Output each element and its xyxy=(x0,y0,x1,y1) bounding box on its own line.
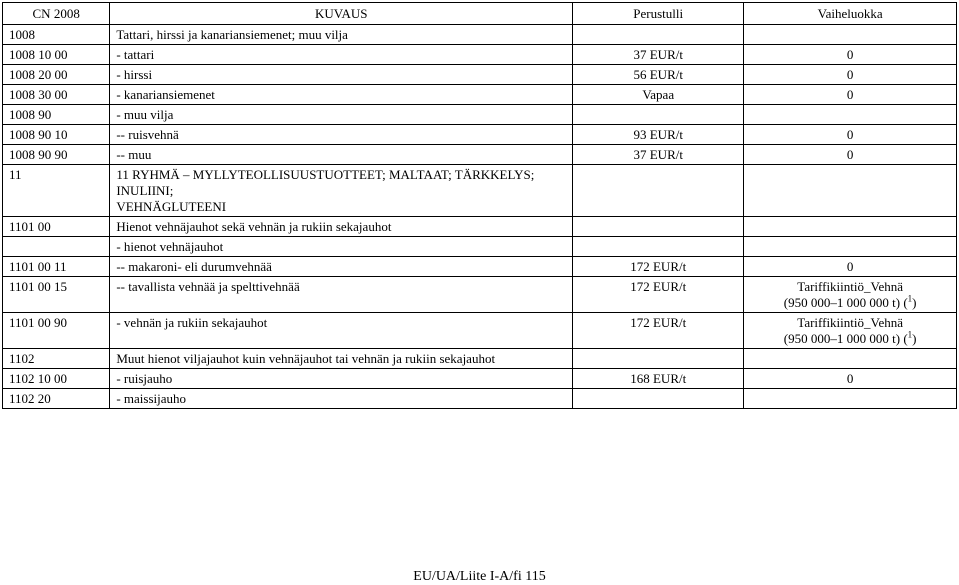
staging-category xyxy=(744,313,957,349)
table-row xyxy=(3,217,957,237)
staging-category: 0 xyxy=(744,125,957,145)
staging-quota-volume xyxy=(750,331,950,347)
cn-code: 1008 90 xyxy=(3,105,110,125)
description xyxy=(110,165,573,217)
base-duty: Vapaa xyxy=(573,85,744,105)
description: Muut hienot viljajauhot kuin vehnäjauhot tai vehnän ja rukiin sekajauhot xyxy=(110,349,573,369)
base-duty: 93 EUR/t xyxy=(573,125,744,145)
staging-quota-name: Tariffikiintiö_Vehnä xyxy=(797,315,903,330)
description: - kanariansiemenet xyxy=(110,85,573,105)
header-description: KUVAUS xyxy=(110,3,573,25)
staging-category xyxy=(744,165,957,217)
cn-code: 1008 30 00 xyxy=(3,85,110,105)
description: - hirssi xyxy=(110,65,573,85)
header-base-duty: Perustulli xyxy=(573,3,744,25)
cn-code: 1008 20 00 xyxy=(3,65,110,85)
base-duty: 172 EUR/t xyxy=(573,257,744,277)
base-duty: 172 EUR/t xyxy=(573,313,744,349)
cn-code: 1008 xyxy=(3,25,110,45)
base-duty: 168 EUR/t xyxy=(573,369,744,389)
base-duty xyxy=(573,165,744,217)
table-row xyxy=(3,389,957,409)
table-row xyxy=(3,257,957,277)
base-duty: 56 EUR/t xyxy=(573,65,744,85)
cn-code: 1101 00 90 xyxy=(3,313,110,349)
description: - hienot vehnäjauhot xyxy=(110,237,573,257)
description: - tattari xyxy=(110,45,573,65)
description-line-2: VEHNÄGLUTEENI xyxy=(116,199,227,214)
description: Tattari, hirssi ja kanariansiemenet; muu vilja xyxy=(110,25,573,45)
table-row xyxy=(3,237,957,257)
table-row xyxy=(3,369,957,389)
footnote-ref: 1 xyxy=(907,329,913,340)
table-row xyxy=(3,25,957,45)
staging-category xyxy=(744,349,957,369)
base-duty xyxy=(573,349,744,369)
staging-category: 0 xyxy=(744,257,957,277)
table-row xyxy=(3,85,957,105)
table-row xyxy=(3,145,957,165)
description: Hienot vehnäjauhot sekä vehnän ja rukiin sekajauhot xyxy=(110,217,573,237)
tariff-table xyxy=(2,2,957,409)
cn-code xyxy=(3,237,110,257)
base-duty xyxy=(573,217,744,237)
footnote-ref: 1 xyxy=(907,293,913,304)
table-row xyxy=(3,105,957,125)
base-duty: 37 EUR/t xyxy=(573,45,744,65)
quota-volume-close: ) xyxy=(912,295,917,310)
description: -- ruisvehnä xyxy=(110,125,573,145)
cn-code: 1101 00 15 xyxy=(3,277,110,313)
staging-category xyxy=(744,389,957,409)
staging-category xyxy=(744,237,957,257)
cn-code: 1101 00 11 xyxy=(3,257,110,277)
description: - muu vilja xyxy=(110,105,573,125)
description: -- tavallista vehnää ja spelttivehnää xyxy=(110,277,573,313)
table-row xyxy=(3,313,957,349)
table-row xyxy=(3,349,957,369)
description: -- muu xyxy=(110,145,573,165)
table-row xyxy=(3,45,957,65)
staging-category: 0 xyxy=(744,65,957,85)
base-duty xyxy=(573,105,744,125)
description-line-1: 11 RYHMÄ – MYLLYTEOLLISUUSTUOTTEET; MALTAAT; TÄRKKELYS; INULIINI; xyxy=(116,167,535,198)
staging-category xyxy=(744,217,957,237)
staging-category: 0 xyxy=(744,145,957,165)
base-duty: 172 EUR/t xyxy=(573,277,744,313)
base-duty xyxy=(573,237,744,257)
staging-category: 0 xyxy=(744,45,957,65)
cn-code: 1102 20 xyxy=(3,389,110,409)
header-cn: CN 2008 xyxy=(3,3,110,25)
table-row xyxy=(3,277,957,313)
header-staging-category: Vaiheluokka xyxy=(744,3,957,25)
cn-code: 11 xyxy=(3,165,110,217)
staging-category xyxy=(744,277,957,313)
staging-quota-volume xyxy=(750,295,950,311)
base-duty xyxy=(573,389,744,409)
table-row xyxy=(3,125,957,145)
description: - vehnän ja rukiin sekajauhot xyxy=(110,313,573,349)
page-footer-reference: EU/UA/Liite I-A/fi 115 xyxy=(413,569,546,584)
staging-quota-name: Tariffikiintiö_Vehnä xyxy=(797,279,903,294)
description: - ruisjauho xyxy=(110,369,573,389)
quota-volume-text: (950 000–1 000 000 t) ( xyxy=(783,331,908,346)
staging-category xyxy=(744,25,957,45)
staging-category xyxy=(744,105,957,125)
description: - maissijauho xyxy=(110,389,573,409)
cn-code: 1008 90 10 xyxy=(3,125,110,145)
cn-code: 1102 xyxy=(3,349,110,369)
base-duty xyxy=(573,25,744,45)
description: -- makaroni- eli durumvehnää xyxy=(110,257,573,277)
cn-code: 1101 00 xyxy=(3,217,110,237)
table-row xyxy=(3,65,957,85)
quota-volume-close: ) xyxy=(912,331,917,346)
cn-code: 1102 10 00 xyxy=(3,369,110,389)
table-row xyxy=(3,165,957,217)
quota-volume-text: (950 000–1 000 000 t) ( xyxy=(783,295,908,310)
table-header-row xyxy=(3,3,957,25)
cn-code: 1008 10 00 xyxy=(3,45,110,65)
cn-code: 1008 90 90 xyxy=(3,145,110,165)
staging-category: 0 xyxy=(744,369,957,389)
staging-category: 0 xyxy=(744,85,957,105)
base-duty: 37 EUR/t xyxy=(573,145,744,165)
